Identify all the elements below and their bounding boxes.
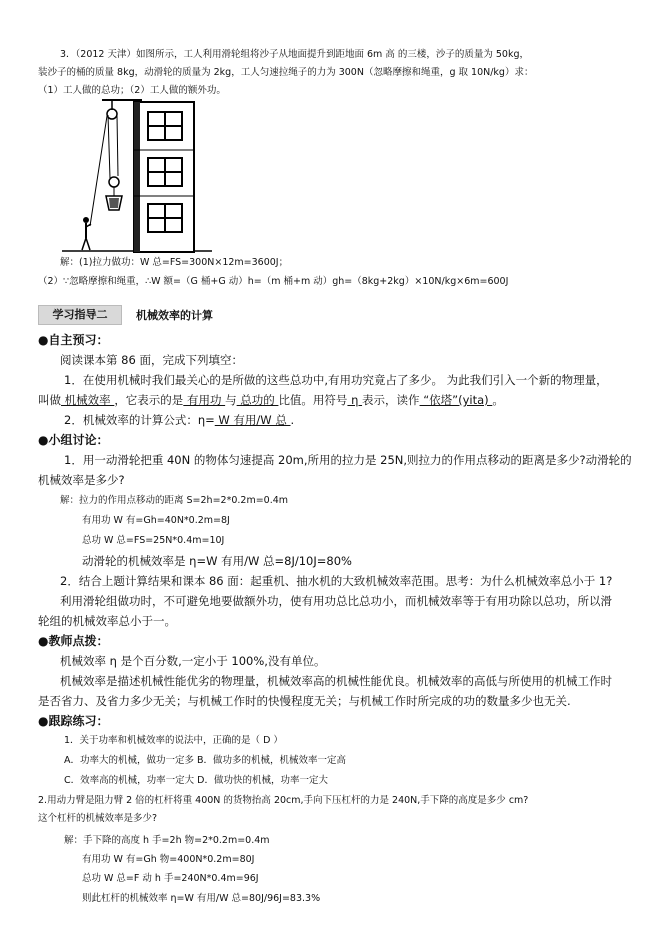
- preview-q2: 2．机械效率的计算公式：η= W 有用/W 总 .: [64, 413, 295, 427]
- practice-q2-line1: 2.用动力臂是阻力臂 2 倍的杠杆将重 400N 的货物抬高 20cm,手向下压杠杆的力是 240N,手下降的高度是多少 cm?: [38, 795, 529, 806]
- practice-solution-1: 解：手下降的高度 h 手=2h 物=2*0.2m=0.4m: [64, 835, 270, 846]
- problem3-solution-1: 解：(1)拉力做功：W 总=FS=300N×12m=3600J；: [60, 257, 289, 268]
- problem3-line2: 装沙子的桶的质量 8kg，动滑轮的质量为 2kg，工人匀速拉绳子的力为 300N（忽略摩擦和绳重，g 取 10N/kg）求：: [38, 67, 534, 78]
- practice-q1: 1．关于功率和机械效率的说法中，正确的是（ D ）: [64, 735, 283, 746]
- discussion-solution-3: 总功 W 总=FS=25N*0.4m=10J: [82, 535, 225, 546]
- practice-heading: ●跟踪练习：: [38, 714, 109, 728]
- section-badge: 学习指导二: [38, 305, 122, 325]
- practice-q1-options-ab: A．功率大的机械，做功一定多 B．做功多的机械，机械效率一定高: [64, 755, 347, 766]
- discussion-solution-4: 动滑轮的机械效率是 η=W 有用/W 总=8J/10J=80%: [82, 554, 352, 568]
- teacher-line2: 机械效率是描述机械性能优劣的物理量，机械效率高的机械性能优良。机械效率的高低与所使用的机械工作时: [60, 674, 612, 688]
- discussion-q2-line3: 轮组的机械效率总小于一。: [38, 614, 176, 628]
- discussion-q1-line1: 1．用一动滑轮把重 40N 的物体匀速提高 20m,所用的拉力是 25N,则拉力的作用点移动的距离是多少?动滑轮的: [64, 453, 632, 467]
- preview-intro: 阅读课本第 86 面，完成下列填空：: [60, 353, 243, 367]
- discussion-q1-line2: 机械效率是多少?: [38, 473, 125, 487]
- discussion-solution-2: 有用功 W 有=Gh=40N*0.2m=8J: [82, 515, 230, 526]
- teacher-line3: 是否省力、及省力多少无关；与机械工作时的快慢程度无关；与机械工作时所完成的功的数量多少也无关.: [38, 694, 571, 708]
- problem3-solution-2: （2）∵忽略摩擦和绳重，∴W 额=（G 桶+G 动）h=（m 桶+m 动）gh=（8kg+2kg）×10N/kg×6m=600J: [38, 276, 509, 287]
- practice-solution-3: 总功 W 总=F 动 h 手=240N*0.4m=96J: [82, 873, 259, 884]
- section-title: 机械效率的计算: [136, 309, 213, 322]
- practice-solution-2: 有用功 W 有=Gh 物=400N*0.2m=80J: [82, 854, 255, 865]
- preview-q1-line1: 1．在使用机械时我们最关心的是所做的这些总功中,有用功究竟占了多少。 为此我们引入一个新的物理量，: [64, 373, 608, 387]
- practice-q2-line2: 这个杠杆的机械效率是多少?: [38, 813, 158, 824]
- teacher-heading: ●教师点拨：: [38, 634, 109, 648]
- preview-q1-line2: 叫做 机械效率 ，它表示的是 有用功 与 总功的 比值。用符号 η 表示，读作 “依塔”(yita) 。: [38, 393, 504, 407]
- pulley-building-figure: [62, 98, 212, 258]
- discussion-q2-line1: 2．结合上题计算结果和课本 86 面：起重机、抽水机的大致机械效率范围。思考：为什么机械效率总小于 1?: [60, 574, 613, 588]
- discussion-q2-line2: 利用滑轮组做功时，不可避免地要做额外功，使有用功总比总功小，而机械效率等于有用功除以总功，所以滑: [60, 594, 612, 608]
- teacher-line1: 机械效率 η 是个百分数,一定小于 100%,没有单位。: [60, 654, 326, 668]
- discussion-heading: ●小组讨论：: [38, 433, 109, 447]
- practice-q1-options-cd: C．效率高的机械，功率一定大 D．做功快的机械，功率一定大: [64, 775, 328, 786]
- problem3-line3: （1）工人做的总功；（2）工人做的额外功。: [38, 85, 226, 96]
- preview-heading: ●自主预习：: [38, 333, 109, 347]
- problem3-line1: 3．（2012 天津）如图所示，工人利用滑轮组将沙子从地面提升到距地面 6m 高 的三楼，沙子的质量为 50kg，: [60, 49, 529, 60]
- discussion-solution-1: 解：拉力的作用点移动的距离 S=2h=2*0.2m=0.4m: [60, 495, 289, 506]
- practice-solution-4: 则此杠杆的机械效率 η=W 有用/W 总=80J/96J=83.3%: [82, 893, 321, 904]
